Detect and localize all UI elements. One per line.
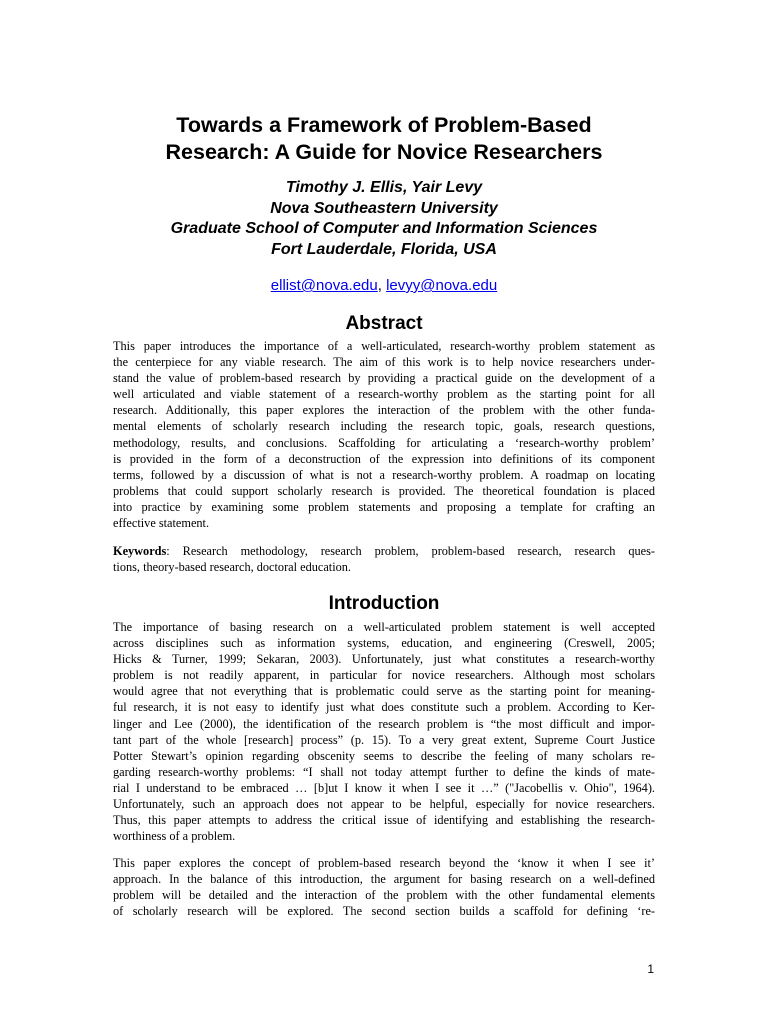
intro-line: The importance of basing research on a well-articulated problem statement is well accepted [113,620,655,634]
intro-line: approach. In the balance of this introduction, the argument for basing research on a well-defined [113,872,655,887]
intro-line: ful research, it is not easy to identify just what does constitute such a problem. According to Ker- [113,700,655,715]
abstract-line: is provided in the form of a deconstruction of the expression into definitions of its component [113,451,655,466]
abstract-line: well articulated and viable statement of a research-worthy problem as the starting point for all [113,387,655,402]
email-link-levy[interactable]: levyy@nova.edu [386,277,498,294]
abstract-line: methodology, results, and conclusions. Scaffolding for articulating a ‘research-worthy problem’ [113,435,655,450]
university-name: Nova Southeastern University [270,199,498,217]
keywords-paragraph [113,543,655,575]
introduction-paragraph [113,619,655,844]
page-number: 1 [647,962,654,976]
intro-line: tant part of the whole [research] process” (p. 15). To a very great extent, Supreme Court Justice [113,732,655,747]
intro-line: rial I understand to be embraced … [b]ut I know it when I see it …” ("Jacobellis v. Ohio", 1964). [113,780,655,795]
intro-line: linger and Lee (2000), the identification of the research problem is “the most difficult and impor- [113,716,655,731]
intro-line: problem will be detailed and the interaction of the problem with the other fundamental elements [113,888,655,903]
author-emails [60,276,708,296]
intro-line: Hicks & Turner, 1999; Sekaran, 2003). Unfortunately, just what constitutes a research-worthy [113,652,655,667]
keywords-text: : Research methodology, research problem, problem-based research, research ques- [166,544,655,558]
abstract-line: mental elements of scholarly research including the research topic, goals, research questions, [113,419,655,434]
title-line-2: Research: A Guide for Novice Researchers [165,140,603,164]
abstract-heading: Abstract [345,313,423,334]
abstract-line: terms, followed by a discussion of what is not a research-worthy problem. A roadmap on locating [113,467,655,482]
intro-line: Thus, this paper attempts to address the critical issue of identifying and establishing the research- [113,813,655,828]
abstract-line: This paper introduces the importance of a well-articulated, research-worthy problem statement as [113,339,655,353]
intro-line: would agree that not everything that is problematic could serve as the starting point for meaning- [113,684,655,699]
author-affiliation-block [60,178,708,260]
paper-title [60,112,708,166]
intro-line: Potter Stewart’s opinion regarding obscenity seems to describe the feeling of many scholars re- [113,748,655,763]
school-name: Graduate School of Computer and Information Sciences [170,220,598,237]
abstract-line: the centerpiece for any viable research. The aim of this work is to help novice researchers under- [113,355,655,370]
keywords-label: Keywords [113,544,167,558]
introduction-paragraph [113,855,655,919]
abstract-line: into practice by examining some problem statements and proposing a template for crafting an [113,499,655,514]
author-location: Fort Lauderdale, Florida, USA [271,240,497,258]
introduction-heading: Introduction [328,593,440,614]
email-link-ellis[interactable]: ellist@nova.edu [270,277,378,294]
abstract-line: effective statement. [113,516,210,531]
title-line-1: Towards a Framework of Problem-Based [176,113,592,137]
intro-line: worthiness of a problem. [113,829,236,844]
intro-line: garding research-worthy problems: “I shall not today attempt further to define the kinds of mate- [113,764,655,779]
abstract-line: stand the value of problem-based research by providing a practical guide on the development of a [113,371,655,386]
abstract-line: problems that could support scholarly research is provided. The theoretical foundation is placed [113,483,655,498]
abstract-line: research. Additionally, this paper explores the interaction of the problem with the other funda- [113,403,655,418]
keywords-line: tions, theory-based research, doctoral education. [113,560,351,575]
keywords-line [113,543,655,559]
intro-line: problem is not readily apparent, in particular for novice researchers. Although most scholars [113,668,655,683]
intro-line: This paper explores the concept of problem-based research beyond the ‘know it when I see it’ [113,856,655,870]
intro-line: across disciplines such as information systems, education, and engineering (Creswell, 2005; [113,636,655,651]
email-separator: , [377,277,387,294]
author-names: Timothy J. Ellis, Yair Levy [285,179,483,196]
intro-line: Unfortunately, such an approach does not appear to be helpful, especially for novice researchers. [113,797,655,812]
abstract-paragraph [113,338,655,531]
intro-line: of scholarly research will be explored. The second section builds a scaffold for defining ‘re- [113,904,655,919]
